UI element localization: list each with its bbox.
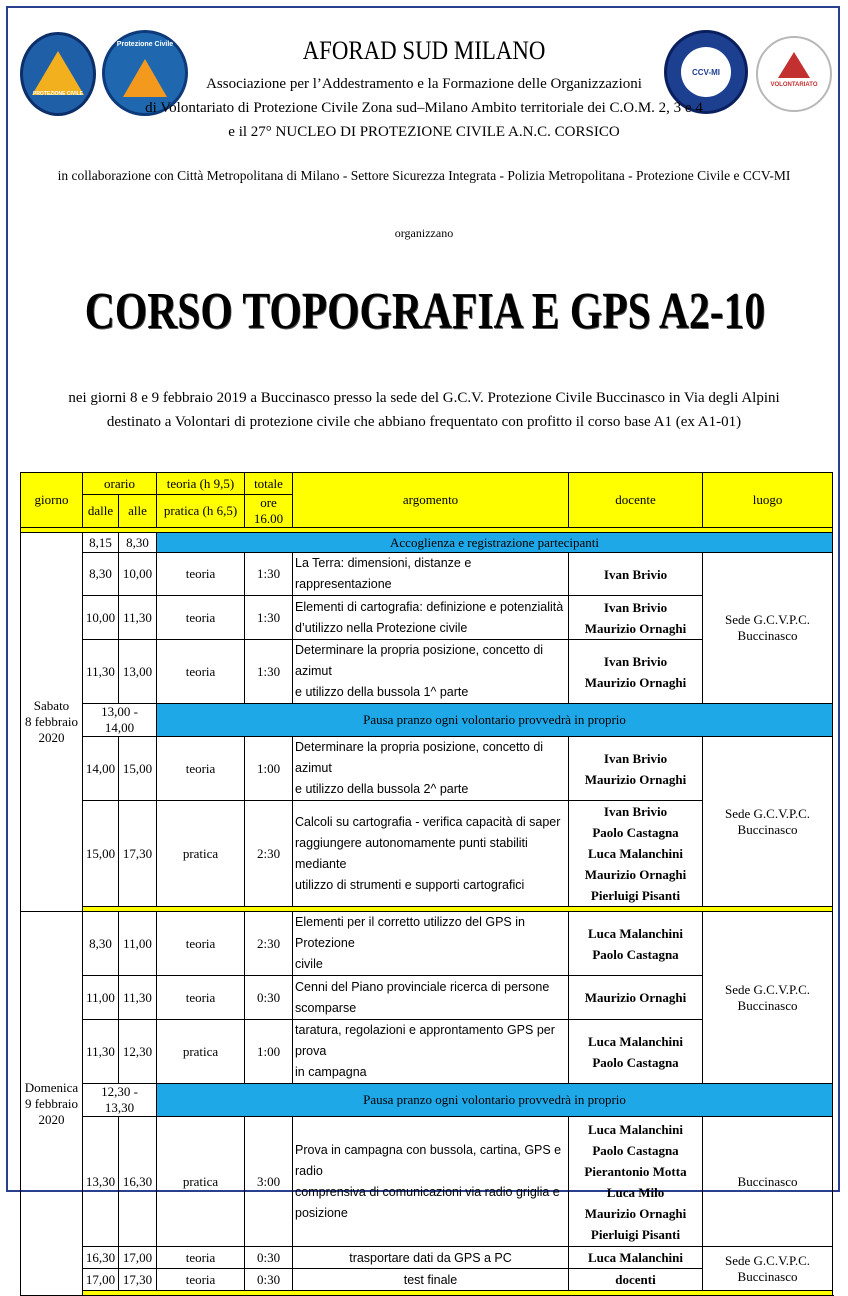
session-type: teoria bbox=[157, 1247, 245, 1269]
time-from: 8,30 bbox=[83, 912, 119, 976]
header-row-1 bbox=[21, 473, 833, 495]
col-giorno: giorno bbox=[21, 473, 83, 528]
time-from: 10,00 bbox=[83, 596, 119, 640]
time-to: 8,30 bbox=[119, 533, 157, 553]
topic-line: Determinare la propria posizione, concetto di azimut bbox=[295, 740, 544, 775]
logo3-text: CCV-MI bbox=[692, 67, 720, 77]
time-to: 15,00 bbox=[119, 737, 157, 801]
teachers bbox=[569, 801, 703, 907]
topic-line: utilizzo di strumenti e supporti cartografici bbox=[295, 877, 525, 892]
topic: trasportare dati da GPS a PC bbox=[293, 1247, 569, 1269]
location-cell bbox=[703, 737, 833, 907]
teacher: Paolo Castagna bbox=[592, 1054, 679, 1070]
topic bbox=[293, 640, 569, 704]
location-cell bbox=[703, 553, 833, 704]
topic-line: Calcoli su cartografia - verifica capacità di saper bbox=[295, 814, 561, 829]
org-line-1: Associazione per l’Addestramento e la Formazione delle Organizzazioni bbox=[206, 76, 642, 92]
teacher: Paolo Castagna bbox=[592, 946, 679, 962]
time-from: 15,00 bbox=[83, 801, 119, 907]
logo2-text: Protezione Civile bbox=[116, 41, 174, 48]
day-label: Sabato bbox=[33, 698, 70, 713]
location-line2: Buccinasco bbox=[737, 997, 798, 1013]
time-to: 11,30 bbox=[119, 596, 157, 640]
teacher: Ivan Brivio bbox=[569, 553, 703, 596]
session-hours: 1:30 bbox=[245, 596, 293, 640]
org-title: AFORAD SUD MILANO bbox=[302, 36, 546, 65]
session-type: pratica bbox=[157, 1020, 245, 1084]
session-type: teoria bbox=[157, 912, 245, 976]
col-orario: orario bbox=[83, 473, 157, 495]
topic: La Terra: dimensioni, distanze e rappresentazione bbox=[293, 553, 569, 596]
topic bbox=[293, 912, 569, 976]
time-to: 13,00 bbox=[119, 640, 157, 704]
session-type: pratica bbox=[157, 801, 245, 907]
time-to: 12,30 bbox=[119, 1020, 157, 1084]
session-hours: 1:30 bbox=[245, 553, 293, 596]
topic: test finale bbox=[293, 1269, 569, 1291]
location-line2: Buccinasco bbox=[737, 821, 798, 837]
session-type: teoria bbox=[157, 976, 245, 1020]
course-title: CORSO TOPOGRAFIA E GPS A2-10 bbox=[84, 283, 766, 340]
break-time: 12,30 - 13,30 bbox=[83, 1084, 157, 1117]
session-type: pratica bbox=[157, 1117, 245, 1247]
time-from: 17,00 bbox=[83, 1269, 119, 1291]
teacher: docenti bbox=[569, 1269, 703, 1291]
col-totale: totale bbox=[245, 473, 293, 495]
topic-line: posizione bbox=[295, 1205, 348, 1220]
col-argomento: argomento bbox=[293, 473, 569, 528]
session-hours: 0:30 bbox=[245, 1247, 293, 1269]
teacher: Maurizio Ornaghi bbox=[584, 620, 687, 636]
day-year: 2020 bbox=[38, 1111, 65, 1127]
teachers bbox=[569, 1020, 703, 1084]
day-date: 9 febbraio bbox=[24, 1095, 79, 1111]
table-row bbox=[21, 553, 833, 596]
session-hours: 3:00 bbox=[245, 1117, 293, 1247]
location-line2: Buccinasco bbox=[737, 1268, 798, 1284]
topic-line: Cenni del Piano provinciale ricerca di persone bbox=[295, 979, 550, 994]
table-row bbox=[21, 1117, 833, 1247]
topic-line: in campagna bbox=[295, 1065, 367, 1079]
banner-pausa-pranzo: Pausa pranzo ogni volontario provvedrà in proprio bbox=[157, 1084, 833, 1117]
banner-pausa-pranzo: Pausa pranzo ogni volontario provvedrà in proprio bbox=[157, 704, 833, 737]
teachers bbox=[569, 737, 703, 801]
time-from: 8,30 bbox=[83, 553, 119, 596]
teacher: Luca Milo bbox=[606, 1184, 665, 1200]
teachers bbox=[569, 596, 703, 640]
logo1-text: PROTEZIONE CIVILE bbox=[32, 91, 83, 97]
location-cell bbox=[703, 912, 833, 1084]
session-hours: 1:00 bbox=[245, 737, 293, 801]
col-teoria: teoria (h 9,5) bbox=[157, 473, 245, 495]
teacher: Ivan Brivio bbox=[603, 599, 668, 615]
topic-line: civile bbox=[295, 957, 323, 971]
time-to: 11,30 bbox=[119, 976, 157, 1020]
table-row bbox=[21, 912, 833, 976]
session-hours: 1:00 bbox=[245, 1020, 293, 1084]
collaboration-line: in collaborazione con Città Metropolitana di Milano - Settore Sicurezza Integrata - Polizia Metropolitana - Protezione Civile e CCV-MI bbox=[57, 168, 791, 183]
table-row bbox=[21, 737, 833, 801]
location-cell bbox=[703, 1247, 833, 1291]
org-line-2: di Volontariato di Protezione Civile Zona sud–Milano Ambito territoriale dei C.O.M. 2, 3 e 4 bbox=[145, 100, 703, 116]
session-type: teoria bbox=[157, 596, 245, 640]
teacher: Luca Malanchini bbox=[588, 846, 684, 861]
course-info-2: destinato a Volontari di protezione civile che abbiano frequentato con profitto il corso base A1 (ex A1-01) bbox=[106, 414, 742, 430]
table-row bbox=[21, 1084, 833, 1117]
session-type: teoria bbox=[157, 640, 245, 704]
topic-line: raggiungere autonomamente punti stabiliti mediante bbox=[295, 835, 528, 871]
teachers bbox=[569, 912, 703, 976]
teacher: Ivan Brivio bbox=[603, 804, 668, 819]
topic bbox=[293, 596, 569, 640]
day-label: Domenica bbox=[24, 1079, 79, 1095]
break-time: 13,00 - 14,00 bbox=[83, 704, 157, 737]
teacher: Paolo Castagna bbox=[592, 1142, 679, 1158]
session-hours: 0:30 bbox=[245, 1269, 293, 1291]
col-pratica: pratica (h 6,5) bbox=[157, 495, 245, 528]
teacher: Luca Malanchini bbox=[588, 925, 684, 941]
teacher: Pierluigi Pisanti bbox=[590, 1226, 681, 1242]
col-dalle: dalle bbox=[83, 495, 119, 528]
teachers bbox=[569, 640, 703, 704]
day-date: 8 febbraio bbox=[24, 714, 79, 729]
time-from: 14,00 bbox=[83, 737, 119, 801]
table-row bbox=[21, 704, 833, 737]
org-line-3: e il 27° NUCLEO DI PROTEZIONE CIVILE A.N.C. CORSICO bbox=[228, 124, 620, 140]
topic bbox=[293, 1020, 569, 1084]
session-hours: 2:30 bbox=[245, 912, 293, 976]
teacher: Pierluigi Pisanti bbox=[590, 888, 681, 903]
teacher: Maurizio Ornaghi bbox=[584, 771, 687, 787]
table-row bbox=[21, 533, 833, 553]
day-cell-sunday bbox=[21, 912, 83, 1296]
col-luogo: luogo bbox=[703, 473, 833, 528]
teacher: Paolo Castagna bbox=[592, 825, 679, 840]
table-row bbox=[21, 1247, 833, 1269]
session-hours: 2:30 bbox=[245, 801, 293, 907]
time-to: 11,00 bbox=[119, 912, 157, 976]
session-type: teoria bbox=[157, 553, 245, 596]
time-to: 17,00 bbox=[119, 1247, 157, 1269]
teachers bbox=[569, 1117, 703, 1247]
time-from: 11,30 bbox=[83, 640, 119, 704]
topic-line: taratura, regolazioni e approntamento GPS per prova bbox=[295, 1023, 555, 1058]
topic-line: e utilizzo della bussola 1^ parte bbox=[295, 685, 469, 699]
location-line1: Sede G.C.V.P.C. bbox=[725, 805, 811, 821]
topic bbox=[293, 801, 569, 907]
organizzano-text: organizzano bbox=[394, 226, 454, 240]
topic-line: Elementi di cartografia: definizione e potenzialità bbox=[295, 599, 564, 614]
separator-row bbox=[21, 1291, 833, 1296]
time-from: 11,00 bbox=[83, 976, 119, 1020]
session-hours: 1:30 bbox=[245, 640, 293, 704]
teacher: Ivan Brivio bbox=[603, 653, 668, 669]
time-from: 11,30 bbox=[83, 1020, 119, 1084]
topic bbox=[293, 1117, 569, 1247]
teacher: Luca Malanchini bbox=[588, 1033, 684, 1049]
teacher: Maurizio Ornaghi bbox=[584, 867, 687, 882]
topic-line: comprensiva di comunicazioni via radio griglia e bbox=[295, 1184, 560, 1199]
time-to: 17,30 bbox=[119, 1269, 157, 1291]
time-from: 8,15 bbox=[83, 533, 119, 553]
time-from: 13,30 bbox=[83, 1117, 119, 1247]
location-cell: Buccinasco bbox=[703, 1117, 833, 1247]
topic-line: scomparse bbox=[295, 1000, 357, 1015]
time-from: 16,30 bbox=[83, 1247, 119, 1269]
topic-line: Determinare la propria posizione, concetto di azimut bbox=[295, 643, 544, 678]
session-type: teoria bbox=[157, 1269, 245, 1291]
location-line1: Sede G.C.V.P.C. bbox=[725, 612, 811, 627]
day-year: 2020 bbox=[38, 730, 65, 745]
topic-line: Prova in campagna con bussola, cartina, GPS e radio bbox=[295, 1142, 562, 1178]
teacher: Luca Malanchini bbox=[569, 1247, 703, 1269]
session-hours: 0:30 bbox=[245, 976, 293, 1020]
topic bbox=[293, 737, 569, 801]
time-to: 16,30 bbox=[119, 1117, 157, 1247]
location-line2: Buccinasco bbox=[737, 628, 798, 643]
location-line1: Sede G.C.V.P.C. bbox=[725, 981, 811, 997]
teacher: Ivan Brivio bbox=[603, 750, 668, 766]
time-to: 17,30 bbox=[119, 801, 157, 907]
teacher: Maurizio Ornaghi bbox=[584, 674, 687, 690]
banner-accoglienza: Accoglienza e registrazione partecipanti bbox=[157, 533, 833, 553]
col-alle: alle bbox=[119, 495, 157, 528]
logo4-text: VOLONTARIATO bbox=[770, 82, 818, 88]
teacher: Maurizio Ornaghi bbox=[569, 976, 703, 1020]
session-type: teoria bbox=[157, 737, 245, 801]
schedule-table bbox=[20, 472, 833, 1296]
topic-line: d’utilizzo nella Protezione civile bbox=[295, 620, 468, 635]
teacher: Maurizio Ornaghi bbox=[584, 1205, 687, 1221]
col-ore: ore 16.00 bbox=[245, 495, 293, 528]
teacher: Pierantonio Motta bbox=[584, 1163, 687, 1179]
day-cell-saturday bbox=[21, 533, 83, 912]
course-info-1: nei giorni 8 e 9 febbraio 2019 a Buccinasco presso la sede del G.C.V. Protezione Civile Buccinasco in Via degli Alpini bbox=[68, 390, 780, 406]
col-docente: docente bbox=[569, 473, 703, 528]
teacher: Luca Malanchini bbox=[588, 1121, 684, 1137]
location-line1: Sede G.C.V.P.C. bbox=[725, 1252, 811, 1268]
topic-line: e utilizzo della bussola 2^ parte bbox=[295, 782, 469, 796]
topic-line: Elementi per il corretto utilizzo del GPS in Protezione bbox=[295, 915, 525, 950]
time-to: 10,00 bbox=[119, 553, 157, 596]
topic bbox=[293, 976, 569, 1020]
